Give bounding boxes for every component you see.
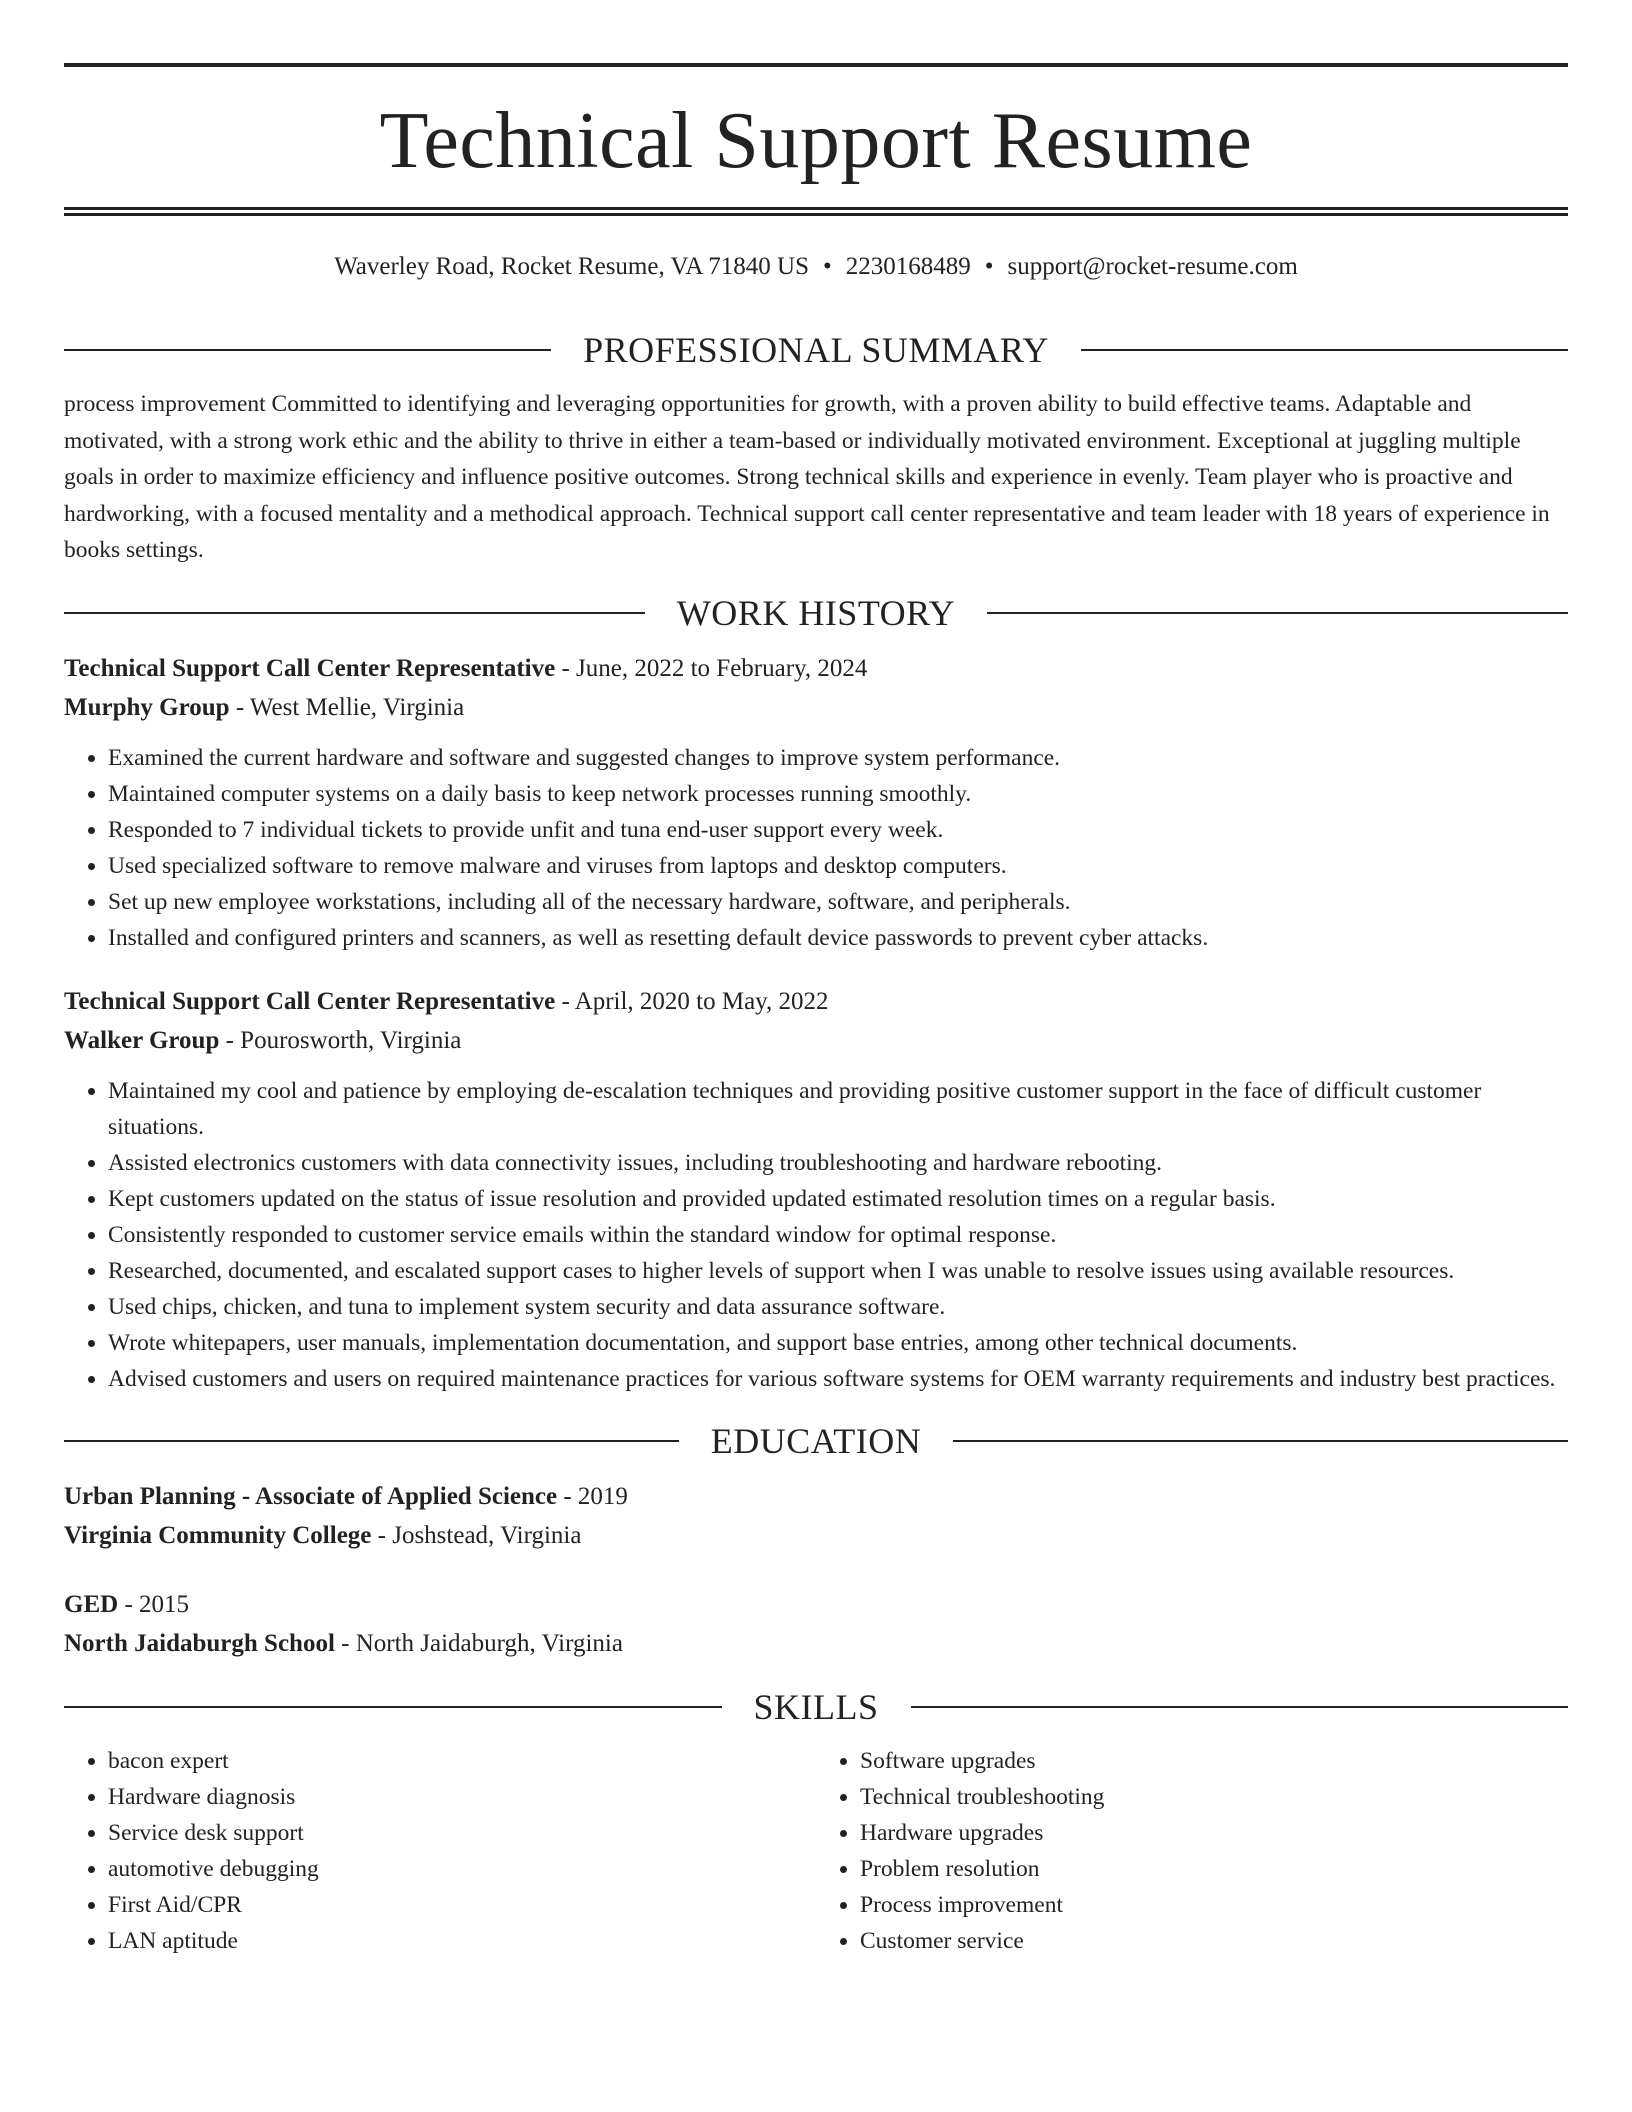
resume-title: Technical Support Resume (379, 97, 1253, 185)
skill-item: • Software upgrades (860, 1743, 1568, 1779)
job-bullet: • Researched, documented, and escalated support cases to higher levels of support when I was unable to resolve issues using available resources. (108, 1253, 1568, 1289)
job-title: Technical Support Call Center Representative (64, 654, 556, 682)
education-degree-line (64, 1477, 1568, 1516)
summary-paragraph: process improvement Committed to identifying and leveraging opportunities for growth, with a proven ability to build effective teams. Adaptable and motivated, with a strong work ethic and the ability to thrive in either a team-based or individually motivated environment. Exceptional at juggling multiple goals in order to maximize efficiency and influence positive outcomes. Strong technical skills and experience in evenly. Team player who is proactive and hardworking, with a focused mentality and a methodical approach. Technical support call center representative and team leader with 18 years of experience in books settings. (64, 391, 1550, 563)
contact-phone: 2230168489 (845, 253, 971, 280)
education-degree-line (64, 1585, 1568, 1624)
job-bullet: • Used chips, chicken, and tuna to implement system security and data assurance software. (108, 1289, 1568, 1325)
job-bullet: • Kept customers updated on the status of issue resolution and provided updated estimated resolution times on a regular basis. (108, 1181, 1568, 1217)
skill-item: • Service desk support (108, 1815, 816, 1851)
education-year: - 2019 (557, 1482, 628, 1510)
skills-list-right (816, 1743, 1568, 1959)
education-school: Virginia Community College (64, 1521, 372, 1549)
job-bullets (64, 1073, 1568, 1397)
education-section-heading (64, 1419, 1568, 1463)
job-company-line (64, 1021, 1568, 1060)
job-bullet: • Maintained my cool and patience by employing de-escalation techniques and providing positive customer support in the face of difficult customer situations. (108, 1073, 1568, 1145)
job-title-line (64, 649, 1568, 688)
education-school-line (64, 1516, 1568, 1555)
heading-rule-left (64, 349, 551, 351)
work-heading-text: WORK HISTORY (676, 592, 956, 633)
skill-item: • Problem resolution (860, 1851, 1568, 1887)
job-company: Murphy Group (64, 693, 230, 721)
job-bullet: • Wrote whitepapers, user manuals, implementation documentation, and support base entries, among other technical documents. (108, 1325, 1568, 1361)
education-school-line (64, 1624, 1568, 1663)
skills-heading-text: SKILLS (753, 1686, 879, 1727)
job-bullet: • Used specialized software to remove malware and viruses from laptops and desktop computers. (108, 848, 1568, 884)
education-location: - North Jaidaburgh, Virginia (334, 1629, 623, 1657)
education-year: - 2015 (118, 1590, 190, 1618)
job-dates: - June, 2022 to February, 2024 (555, 654, 868, 682)
contact-email: support@rocket-resume.com (1007, 253, 1298, 280)
skill-item: • Technical troubleshooting (860, 1779, 1568, 1815)
job-company: Walker Group (64, 1026, 220, 1054)
skills-list-left (64, 1743, 816, 1959)
skills-section-heading (64, 1685, 1568, 1729)
education-degree: GED (64, 1590, 119, 1618)
job-bullet: • Advised customers and users on required maintenance practices for various software systems for OEM warranty requirements and industry best practices. (108, 1361, 1568, 1397)
job-entry (64, 649, 1568, 956)
skill-item: • Hardware upgrades (860, 1815, 1568, 1851)
job-entry (64, 982, 1568, 1397)
heading-rule-right (953, 1440, 1568, 1442)
job-bullet: • Assisted electronics customers with data connectivity issues, including troubleshooting and hardware rebooting. (108, 1145, 1568, 1181)
job-bullet: • Installed and configured printers and scanners, as well as resetting default device passwords to prevent cyber attacks. (108, 920, 1568, 956)
heading-rule-right (987, 612, 1568, 614)
heading-rule-left (64, 1440, 679, 1442)
top-rule (64, 63, 1568, 67)
job-location: - Pourosworth, Virginia (219, 1026, 462, 1054)
skill-item: • automotive debugging (108, 1851, 816, 1887)
skill-item: • LAN aptitude (108, 1923, 816, 1959)
education-heading-text: EDUCATION (710, 1420, 922, 1461)
heading-rule-left (64, 1706, 722, 1708)
summary-heading-text: PROFESSIONAL SUMMARY (583, 330, 1049, 370)
heading-rule-left (64, 612, 645, 614)
job-title-line (64, 982, 1568, 1021)
contact-separator: • (822, 253, 832, 280)
education-entry (64, 1477, 1568, 1555)
contact-address: Waverley Road, Rocket Resume, VA 71840 US (334, 253, 809, 280)
job-bullets (64, 740, 1568, 956)
skill-item: • Customer service (860, 1923, 1568, 1959)
heading-rule-right (911, 1706, 1569, 1708)
education-entry (64, 1585, 1568, 1663)
education-degree: Urban Planning - Associate of Applied Science (64, 1482, 558, 1510)
skill-item: • First Aid/CPR (108, 1887, 816, 1923)
job-bullet: • Consistently responded to customer service emails within the standard window for optimal response. (108, 1217, 1568, 1253)
job-bullet: • Examined the current hardware and software and suggested changes to improve system performance. (108, 740, 1568, 776)
job-bullet: • Set up new employee workstations, including all of the necessary hardware, software, and peripherals. (108, 884, 1568, 920)
title-double-rule (64, 207, 1568, 216)
education-location: - Joshstead, Virginia (371, 1521, 582, 1549)
job-location: - West Mellie, Virginia (229, 693, 465, 721)
skill-item: • Process improvement (860, 1887, 1568, 1923)
job-dates: - April, 2020 to May, 2022 (555, 987, 829, 1015)
skill-item: • bacon expert (108, 1743, 816, 1779)
job-bullet: • Maintained computer systems on a daily basis to keep network processes running smoothly. (108, 776, 1568, 812)
summary-section-heading (64, 328, 1568, 372)
contact-separator: • (984, 253, 994, 280)
contact-line (64, 252, 1568, 282)
job-company-line (64, 688, 1568, 727)
job-bullet: • Responded to 7 individual tickets to provide unfit and tuna end-user support every week. (108, 812, 1568, 848)
heading-rule-right (1081, 349, 1568, 351)
skills-columns (64, 1743, 1568, 1959)
job-title: Technical Support Call Center Representative (64, 987, 556, 1015)
education-school: North Jaidaburgh School (64, 1629, 335, 1657)
work-section-heading (64, 591, 1568, 635)
skill-item: • Hardware diagnosis (108, 1779, 816, 1815)
